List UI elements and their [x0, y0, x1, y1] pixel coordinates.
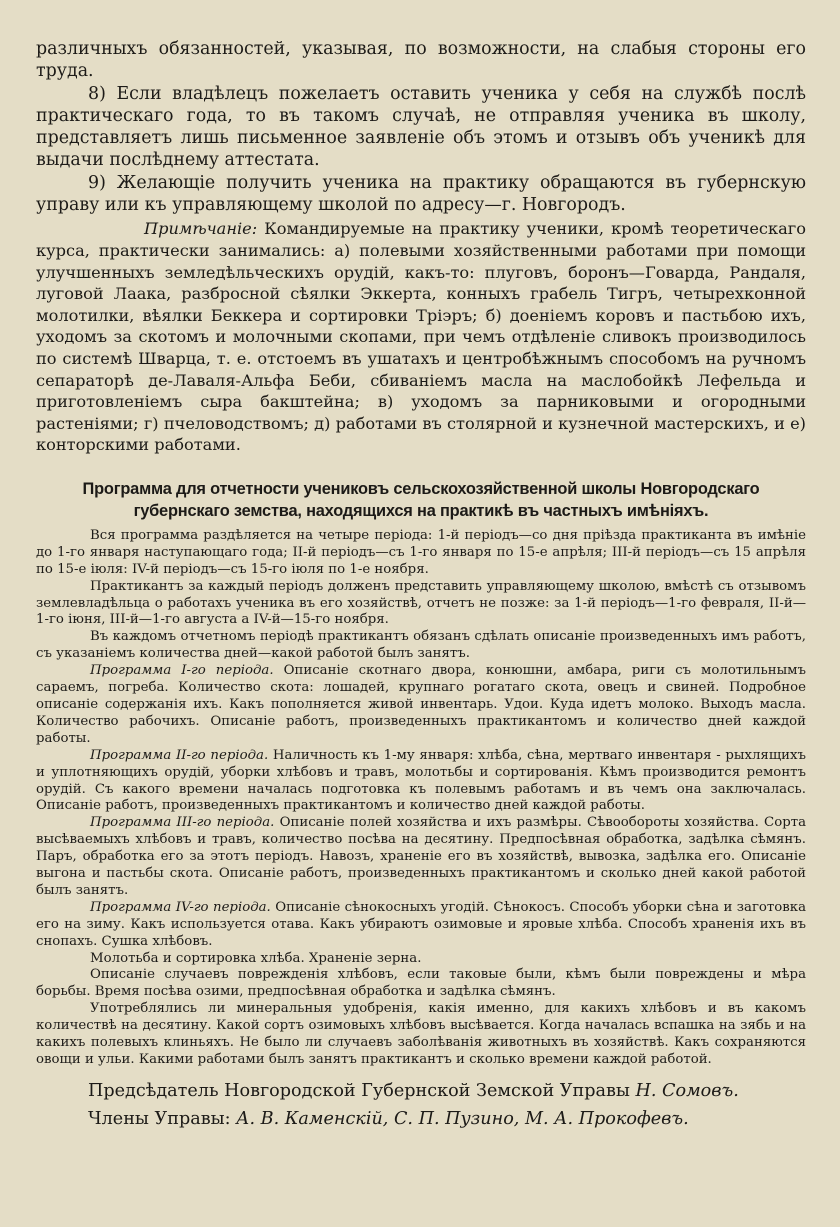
chair-label: Предсѣдатель Новгородской Губернской Земской Управы: [88, 1080, 630, 1101]
program-paragraph-threshing: Молотьба и сортировка хлѣба. Храненіе зерна.: [90, 950, 422, 966]
program-heading: Программа для отчетности учениковъ сельскохозяйственной школы Новгородскаго губернскаго земства, находящихся на практикѣ въ частныхъ имѣніяхъ.: [82, 479, 760, 520]
period-1-label: Программа I-го періода.: [90, 663, 274, 679]
chair-name: Н. Сомовъ.: [635, 1080, 739, 1101]
program-paragraph-fertilizer: Употреблялись ли минеральныя удобренія, какія именно, для какихъ хлѣбовъ и въ какомъ количествѣ на десятину. Какой сортъ озимовыхъ хлѣбовъ высѣвается. Когда началась вспашка на зябь и на какихъ полевыхъ клиньяхъ. Не было ли случаевъ заболѣванія животныхъ въ хозяйствѣ. Какъ сохраняются овощи и ульи. Какими работами былъ занятъ практикантъ и сколько времени каждой работой.: [36, 1001, 806, 1067]
period-2-label: Программа II-го періода.: [90, 747, 269, 763]
program-paragraph-damage: Описаніе случаевъ поврежденія хлѣбовъ, если таковые были, кѣмъ были повреждены и мѣра борьбы. Время посѣва озими, предпосѣвная обработка и задѣлка сѣмянъ.: [36, 967, 806, 1000]
program-period-2: [36, 748, 806, 816]
note-paragraph: [36, 218, 806, 456]
note-text: Командируемые на практику ученики, кромѣ теоретическаго курса, практически занимались: а) полевыми хозяйственными работами при помощи улучшенныхъ земледѣльческихъ орудій, какъ-то: плуговъ, боронъ—Говарда, Рандаля, луговой Лаака, разбросной сѣялки Эккерта, конныхъ грабель Тигръ, четырехконной молотилки, вѣялки Беккера и сортировки Тріэръ; б) доеніемъ коровъ и пастьбою ихъ, уходомъ за скотомъ и молочными скопами, при чемъ отдѣленіе сливокъ производилось по системѣ Шварца, т. е. отстоемъ въ ушатахъ и центробѣжнымъ способомъ на ручномъ сепараторѣ де-Лаваля-Альфа Беби, сбиваніемъ масла на маслобойкѣ Лефельда и приготовленіемъ сыра бакштейна; в) уходомъ за парниковыми и огородными растеніями; г) пчеловодствомъ; д) работами въ столярной и кузнечной мастерскихъ, и е) конторскими работами.: [36, 219, 806, 455]
intro-section: [36, 38, 806, 216]
signature-members: [36, 1107, 806, 1131]
period-4-text: Описаніе сѣнокосныхъ угодій. Сѣнокосъ. Способъ уборки сѣна и заготовка его на зиму. Какъ используется отава. Какъ убираютъ озимовые и яровые хлѣба. Способъ храненія ихъ въ снопахъ. Сушка хлѣбовъ.: [36, 899, 807, 949]
program-paragraph-1: Вся программа раздѣляется на четыре періода: 1-й періодъ—со дня пріѣзда практиканта въ имѣніе до 1-го января наступающаго года; II-й періодъ—съ 1-го января по 15-е апрѣля; III-й періодъ—съ 15 апрѣля по 15-е іюля: IV-й періодъ—съ 15-го іюля по 1-е ноября.: [36, 527, 806, 577]
paragraph-8: 8) Если владѣлецъ пожелаетъ оставить ученика у себя на службѣ послѣ практическаго года, то въ такомъ случаѣ, не отправляя ученика въ школу, представляетъ лишь письменное заявленіе объ этомъ и отзывъ объ ученикѣ для выдачи послѣднему аттестата.: [36, 83, 806, 171]
period-2-text: Наличность къ 1-му января: хлѣба, сѣна, мертваго инвентаря - рыхлящихъ и уплотняющихъ орудій, уборки хлѣбовъ и травъ, молотьбы и сортированія. Кѣмъ производится ремонтъ орудій. Съ какого времени началась подготовка къ полевымъ работамъ и въ чемъ она заключалась. Описаніе работъ, произведенныхъ практикантомъ и количество дней каждой работы.: [36, 747, 807, 814]
paragraph-9: 9) Желающіе получить ученика на практику обращаются въ губернскую управу или къ управляющему школой по адресу—г. Новгородъ.: [36, 172, 806, 216]
program-paragraph-3: Въ каждомъ отчетномъ періодѣ практикантъ обязанъ сдѣлать описаніе произведенныхъ имъ работъ, съ указаніемъ количества дней—какой работой былъ занятъ.: [36, 629, 806, 662]
members-label: Члены Управы:: [88, 1108, 231, 1129]
program-period-4: [36, 900, 806, 951]
period-1-text: Описаніе скотнаго двора, конюшни, амбара, риги съ молотильнымъ сараемъ, погреба. Количество скота: лошадей, крупнаго рогатаго скота, овецъ и свиней. Подробное описаніе содержанія ихъ. Какъ пополняется живой инвентарь. Удои. Куда идетъ молоко. Выходъ масла. Количество рабочихъ. Описаніе работъ, произведенныхъ практикантомъ и количество дней каждой работы.: [36, 663, 806, 746]
period-3-text: Описаніе полей хозяйства и ихъ размѣры. Сѣвообороты хозяйства. Сорта высѣваемыхъ хлѣбовъ и травъ, количество посѣва на десятину. Предпосѣвная обработка, задѣлка сѣмянъ. Паръ, обработка его за этотъ періодъ. Навозъ, храненіе его въ хозяйствѣ, вывозка, задѣлка его. Описаніе выгона и пастьбы скота. Описаніе работъ, произведенныхъ практикантомъ и сколько дней какой работой былъ занятъ.: [36, 815, 806, 898]
program-paragraph-2: Практикантъ за каждый періодъ долженъ представить управляющему школою, вмѣстѣ съ отзывомъ землевладѣльца о работахъ ученика въ его хозяйствѣ, отчетъ не позже: за 1-й періодъ—1-го февраля, II-й—1-го іюня, III-й—1-го августа а IV-й—15-го ноября.: [36, 578, 806, 628]
paragraph-continuation: различныхъ обязанностей, указывая, по возможности, на слабыя стороны его труда.: [36, 39, 806, 82]
period-3-label: Программа III-го періода.: [90, 815, 275, 831]
signature-chair: [36, 1079, 806, 1103]
note-label: Примѣчаніе:: [144, 219, 258, 239]
members-names: А. В. Каменскій, С. П. Пузино, М. А. Прокофевъ.: [236, 1108, 689, 1129]
program-section: [36, 528, 806, 1069]
period-4-label: Программа IV-го періода.: [90, 899, 271, 915]
program-period-3: [36, 815, 806, 900]
program-period-1: [36, 663, 806, 748]
